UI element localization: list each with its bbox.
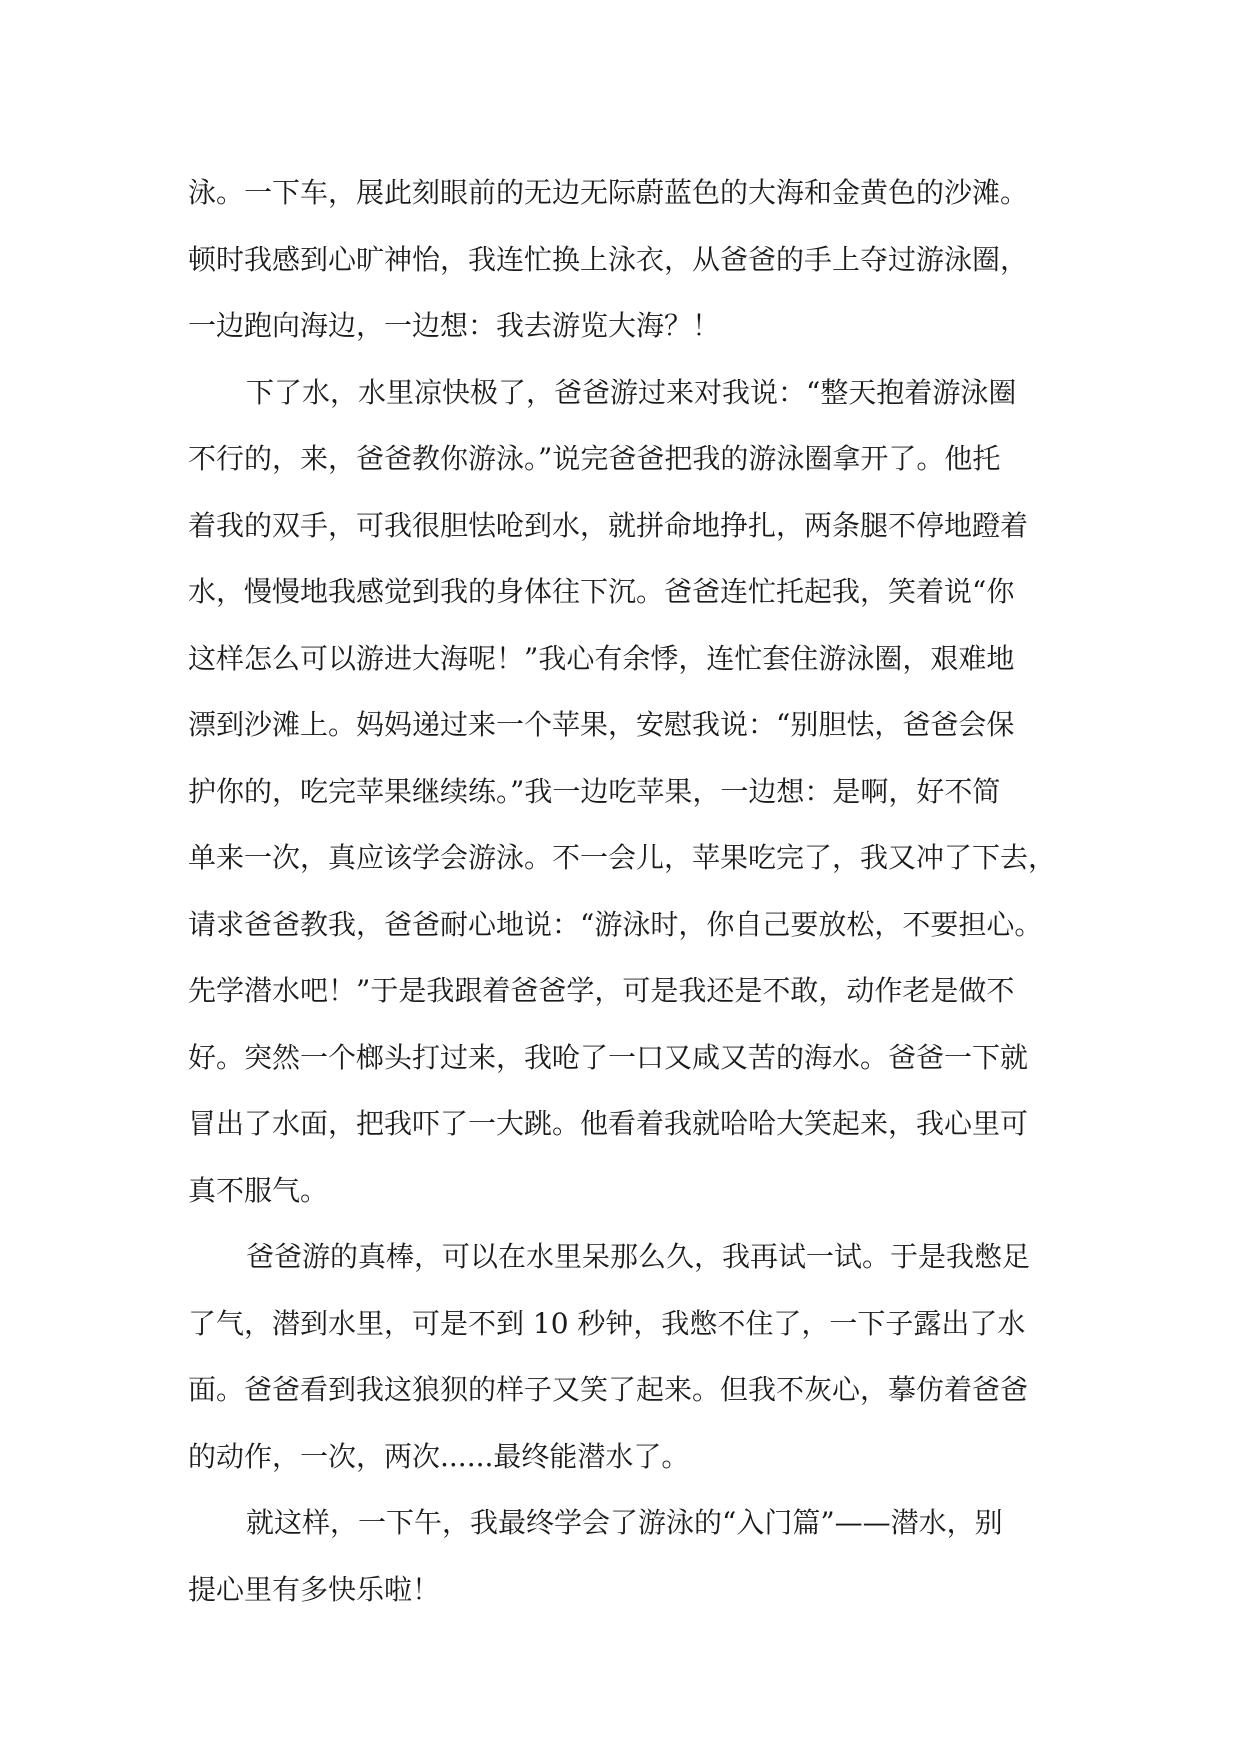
- text-line: 了气，潜到水里，可是不到 10 秒钟，我憋不住了，一下子露出了水: [188, 1306, 1026, 1340]
- text-line: 着我的双手，可我很胆怯呛到水，就拼命地挣扎，两条腿不停地蹬着: [188, 508, 1029, 542]
- text-line: 爸爸游的真棒，可以在水里呆那么久，我再试一试。于是我憋足: [246, 1240, 1031, 1273]
- text-line: 泳。一下车，展此刻眼前的无边无际蔚蓝色的大海和金黄色的沙滩。: [188, 176, 1029, 209]
- text-line: 单来一次，真应该学会游泳。不一会儿，苹果吃完了，我又冲了下去，: [188, 841, 1057, 874]
- document-body: [188, 160, 1058, 1623]
- text-line: 护你的，吃完苹果继续练。”我一边吃苹果，一边想：是啊，好不简: [188, 774, 1001, 808]
- text-line: 先学潜水吧！”于是我跟着爸爸学，可是我还是不敢，动作老是做不: [188, 974, 1015, 1007]
- text-line: 不行的，来，爸爸教你游泳。”说完爸爸把我的游泳圈拿开了。他托: [188, 442, 1001, 475]
- text-line: 提心里有多快乐啦！: [188, 1572, 441, 1606]
- text-line: 一边跑向海边，一边想：我去游览大海？！: [188, 309, 721, 342]
- paragraph: [188, 1490, 1058, 1623]
- text-line: 漂到沙滩上。妈妈递过来一个苹果，安慰我说：“别胆怯，爸爸会保: [188, 708, 1015, 741]
- text-line: 真不服气。: [188, 1173, 329, 1207]
- text-line: 的动作，一次，两次......最终能潜水了。: [188, 1439, 690, 1473]
- text-line: 请求爸爸教我，爸爸耐心地说：“游泳时，你自己要放松，不要担心。: [188, 907, 1043, 941]
- paragraph: [188, 160, 1058, 360]
- text-line: 这样怎么可以游进大海呢！”我心有余悸，连忙套住游泳圈，艰难地: [188, 641, 1015, 675]
- text-line: 水，慢慢地我感觉到我的身体往下沉。爸爸连忙托起我，笑着说“你: [188, 575, 1015, 608]
- text-line: 就这样，一下午，我最终学会了游泳的“入门篇”——潜水，别: [246, 1506, 1003, 1539]
- paragraph: [188, 1224, 1058, 1490]
- text-line: 面。爸爸看到我这狼狈的样子又笑了起来。但我不灰心，摹仿着爸爸: [188, 1373, 1029, 1406]
- text-line: 冒出了水面，把我吓了一大跳。他看着我就哈哈大笑起来，我心里可: [188, 1107, 1029, 1140]
- paragraph: [188, 360, 1058, 1225]
- text-line: 下了水，水里凉快极了，爸爸游过来对我说：“整天抱着游泳圈: [246, 375, 1017, 409]
- text-line: 好。突然一个榔头打过来，我呛了一口又咸又苦的海水。爸爸一下就: [188, 1040, 1029, 1074]
- text-line: 顿时我感到心旷神怡，我连忙换上泳衣，从爸爸的手上夺过游泳圈，: [188, 242, 1029, 276]
